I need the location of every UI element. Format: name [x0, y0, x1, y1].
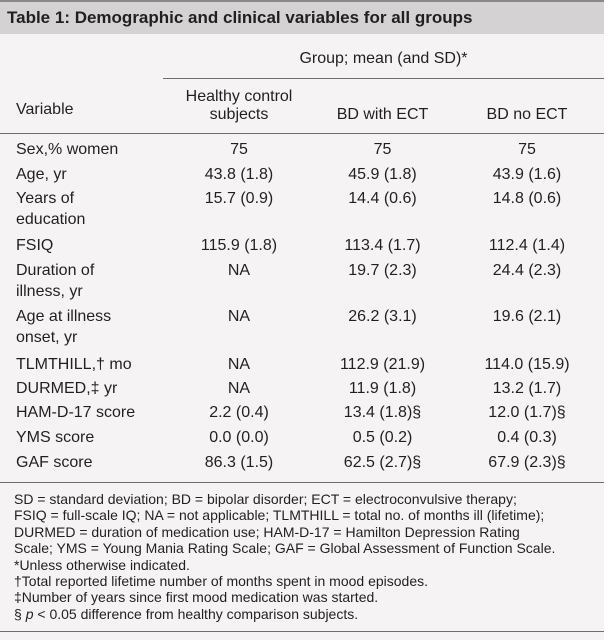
row-variable: GAF score [16, 454, 93, 471]
row-variable-line1: Years of [16, 190, 75, 207]
footnote-section [14, 606, 600, 622]
row-variable: Age, yr [16, 166, 67, 183]
cell-bd-ect: 14.4 (0.6) [348, 190, 417, 207]
cell-bd-no-ect: 13.2 (1.7) [492, 380, 562, 397]
cell-healthy: NA [227, 380, 251, 397]
cell-bd-no-ect: 14.8 (0.6) [492, 190, 562, 207]
row-variable-line1: Duration of [16, 262, 95, 279]
cell-bd-no-ect: 75 [518, 141, 536, 158]
footnote-abbrev-2: FSIQ = full-scale IQ; NA = not applicable; TLMTHILL = total no. of months ill (lifetime); [14, 507, 545, 524]
cell-bd-no-ect: 114.0 (15.9) [484, 356, 570, 373]
cell-bd-no-ect: 0.4 (0.3) [497, 429, 557, 446]
cell-bd-no-ect: 19.6 (2.1) [492, 308, 562, 325]
header-bd-ect: BD with ECT [336, 106, 429, 123]
row-variable-line2: education [16, 211, 86, 228]
cell-bd-no-ect: 43.9 (1.6) [492, 166, 562, 183]
cell-healthy: 0.0 (0.0) [209, 429, 269, 446]
table-footnotes [14, 491, 600, 622]
cell-bd-ect: 13.4 (1.8)§ [343, 404, 422, 421]
header-bd-no-ect: BD no ECT [486, 106, 568, 123]
cell-healthy: NA [227, 308, 251, 325]
cell-bd-no-ect: 24.4 (2.3) [492, 262, 562, 279]
row-variable: DURMED,‡ yr [16, 380, 118, 397]
cell-bd-ect: 19.7 (2.3) [348, 262, 417, 279]
cell-healthy: 2.2 (0.4) [209, 404, 269, 421]
cell-bd-ect: 0.5 (0.2) [352, 429, 413, 446]
cell-bd-ect: 26.2 (3.1) [348, 308, 417, 325]
footnote-section-mark: § [14, 605, 26, 622]
cell-bd-no-ect: 112.4 (1.4) [488, 237, 566, 254]
footnote-section-text: < 0.05 difference from healthy comparison subjects. [33, 605, 359, 622]
cell-bd-ect: 113.4 (1.7) [344, 237, 421, 254]
header-healthy-line1: Healthy control [185, 88, 293, 105]
cell-bd-no-ect: 67.9 (2.3)§ [488, 454, 566, 471]
cell-healthy: 43.8 (1.8) [204, 166, 274, 183]
footnote-double-dagger: ‡Number of years since first mood medication was started. [14, 589, 379, 606]
row-variable-line2: illness, yr [16, 283, 83, 300]
cell-bd-ect: 112.9 (21.9) [339, 356, 426, 373]
cell-bd-no-ect: 12.0 (1.7)§ [488, 404, 566, 421]
row-variable: TLMTHILL,† mo [16, 356, 132, 373]
footnote-bottom-rule [0, 631, 604, 632]
footnote-abbrev-1: SD = standard deviation; BD = bipolar disorder; ECT = electroconvulsive therapy; [14, 491, 517, 507]
table-title: Table 1: Demographic and clinical variables for all groups [7, 8, 473, 27]
cell-healthy: 15.7 (0.9) [204, 190, 274, 207]
cell-bd-ect: 45.9 (1.8) [348, 166, 417, 183]
group-header-rule [163, 78, 604, 79]
cell-healthy: 115.9 (1.8) [200, 237, 278, 254]
cell-bd-ect: 62.5 (2.7)§ [343, 454, 422, 471]
group-header: Group; mean (and SD)* [299, 50, 468, 67]
row-variable-line2: onset, yr [16, 329, 78, 346]
variable-header: Variable [16, 101, 74, 118]
cell-bd-ect: 75 [373, 141, 392, 158]
table-title-bar [0, 0, 604, 34]
row-variable: YMS score [16, 429, 95, 446]
footnote-dagger: †Total reported lifetime number of months spent in mood episodes. [14, 573, 429, 590]
footnote-asterisk: *Unless otherwise indicated. [14, 556, 190, 573]
table-bottom-rule [0, 482, 604, 483]
cell-healthy: NA [227, 262, 251, 279]
row-variable: HAM-D-17 score [16, 404, 136, 421]
cell-healthy: 86.3 (1.5) [204, 454, 274, 471]
header-rule [0, 133, 604, 134]
row-variable-line1: Age at illness [16, 308, 112, 325]
cell-healthy: NA [227, 356, 251, 373]
footnote-p-value: p [25, 605, 34, 622]
cell-healthy: 75 [230, 141, 248, 158]
footnote-abbrev-3: DURMED = duration of medication use; HAM-D-17 = Hamilton Depression Rating [14, 523, 520, 540]
cell-bd-ect: 11.9 (1.8) [348, 380, 417, 397]
row-variable: Sex,% women [16, 141, 119, 158]
row-variable: FSIQ [16, 237, 54, 254]
footnote-abbrev-4: Scale; YMS = Young Mania Rating Scale; GAF = Global Assessment of Function Scale. [14, 540, 556, 557]
header-healthy-line2: subjects [209, 106, 269, 123]
